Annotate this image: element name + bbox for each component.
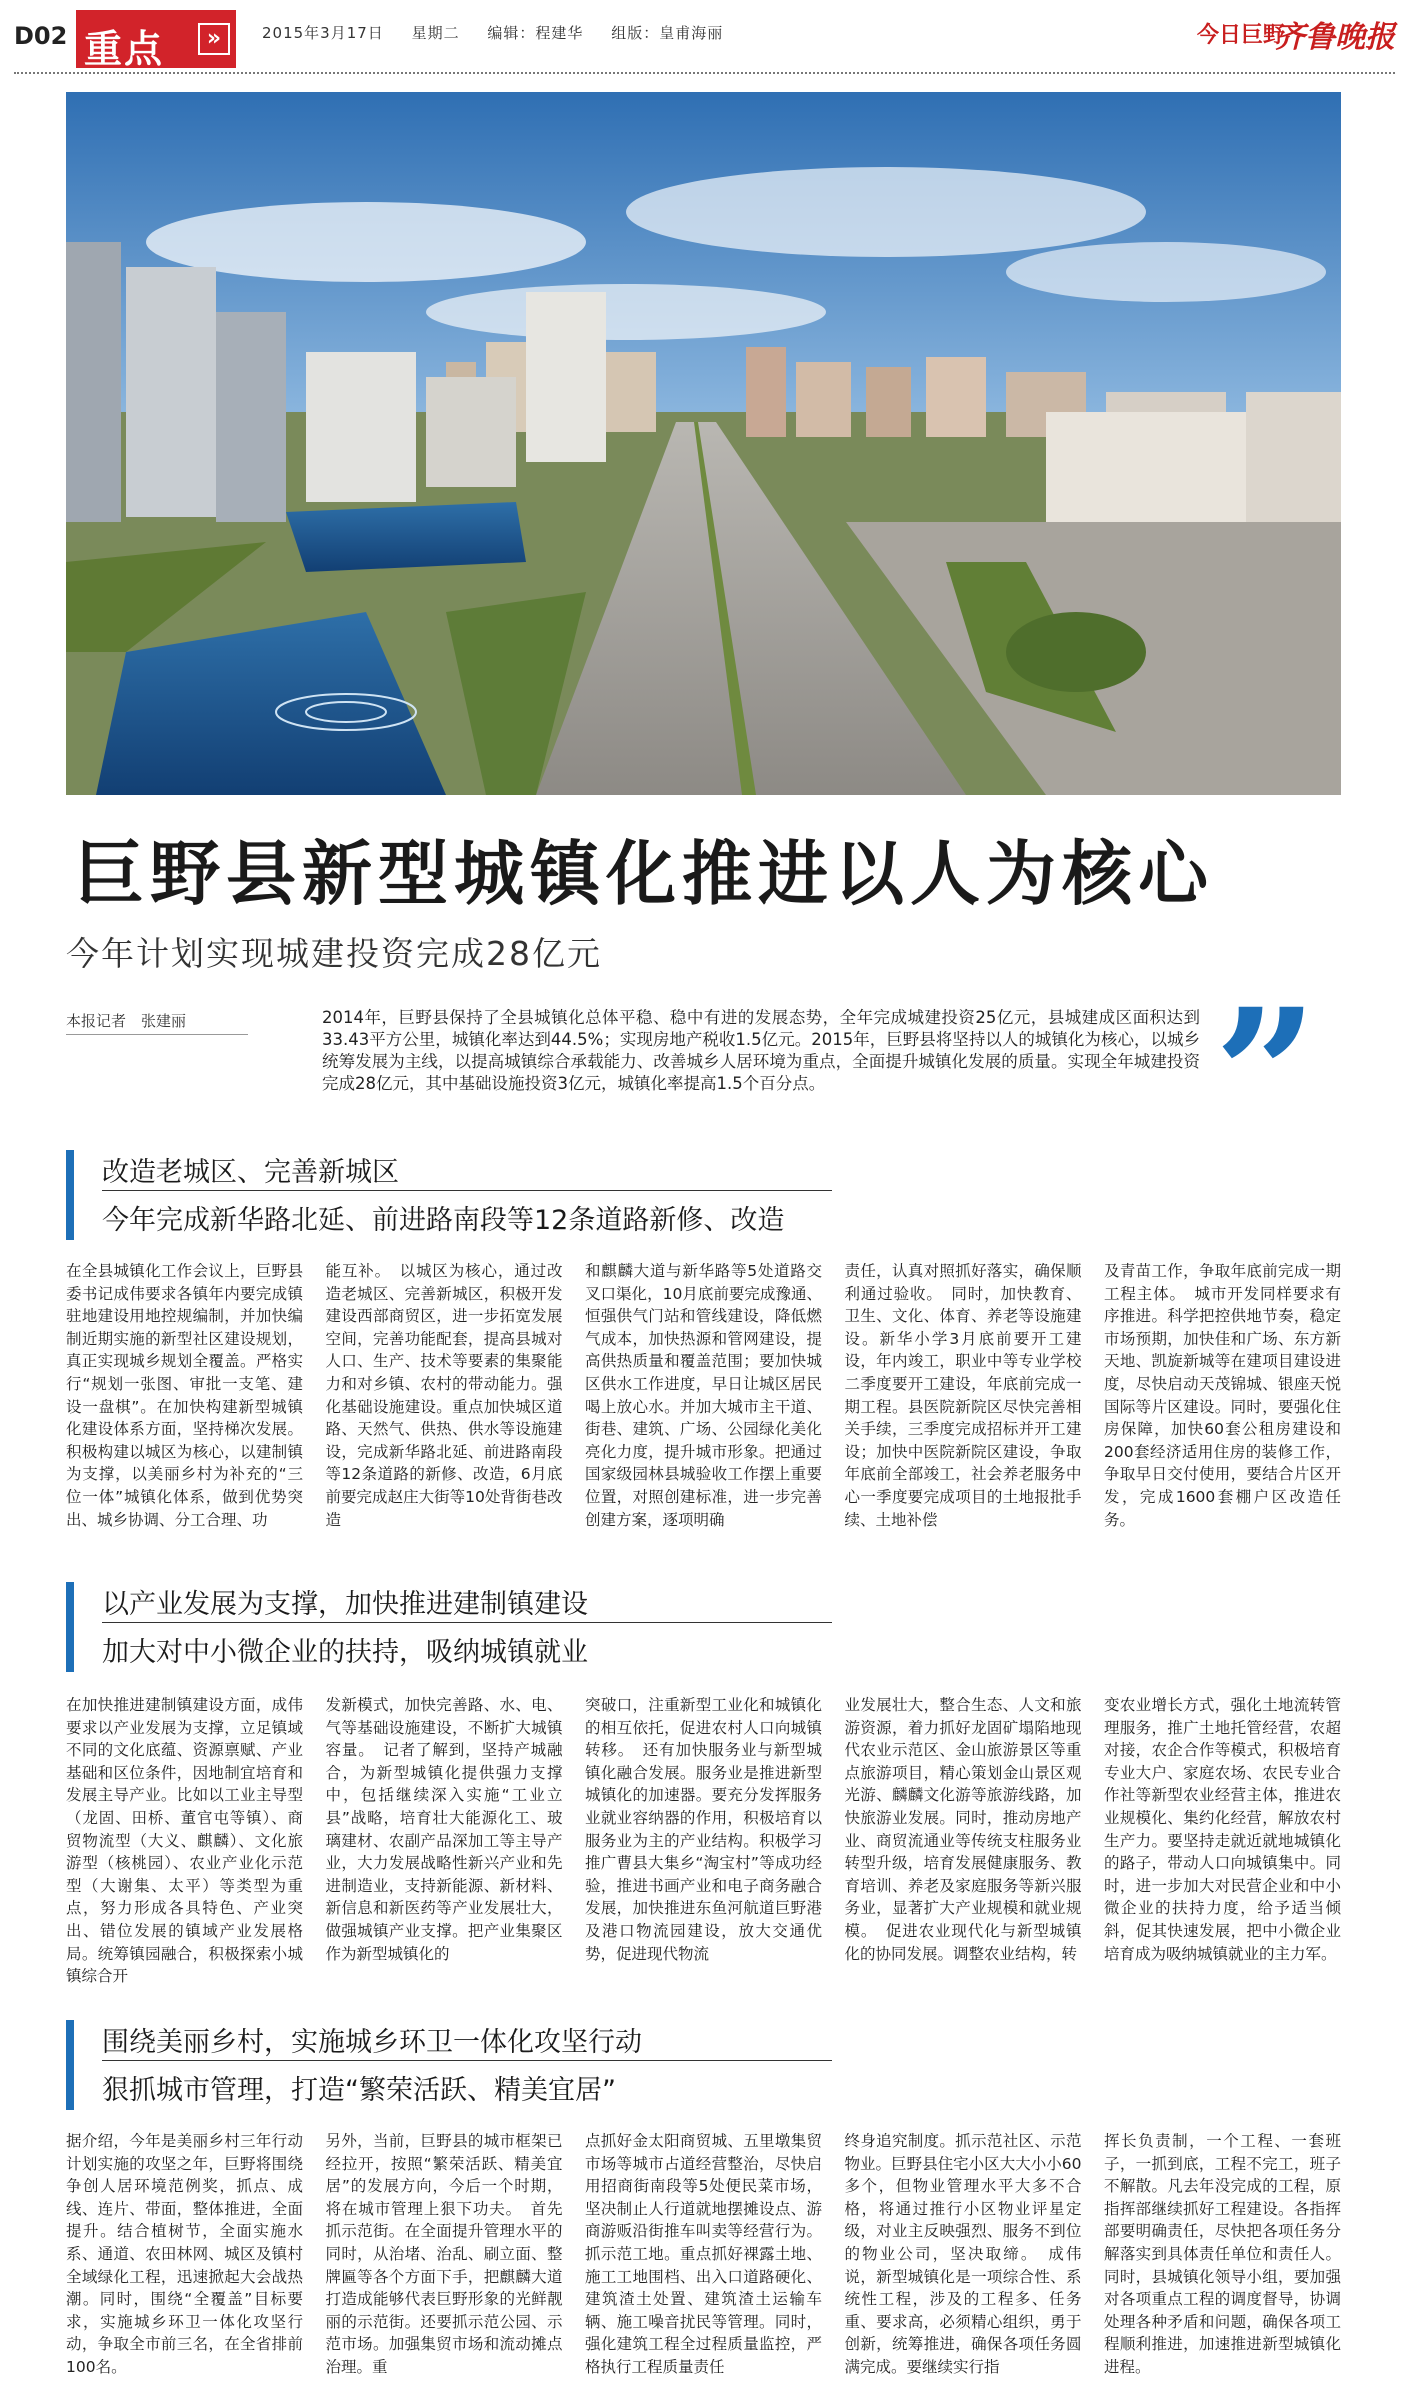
section-2-subtitle: 加大对中小微企业的扶持，吸纳城镇就业: [102, 1637, 588, 1668]
section-1-column-1: 在全县城镇化工作会议上，巨野县委书记成伟要求各镇年内要完成镇驻地建设用地控规编制，并加快编制近期实施的新型社区建设规划，真正实现城乡规划全覆盖。严格实行“规划一张图、审批一支笔、建设一盘棋”。在加快构建新型城镇化建设体系方面，坚持梯次发展。积极构建以城区为核心，以建制镇为支撑，以美丽乡村为补充的“三位一体”城镇化体系，做到优势突出、城乡协调、分工合理、功: [66, 1262, 303, 1529]
section-1-column-3: 和麒麟大道与新华路等5处道路交叉口渠化，10月底前要完成豫通、恒强供气门站和管线建设，降低燃气成本，加快热源和管网建设，提高供热质量和覆盖范围；要加快城区供水工作进度，早日让城区居民喝上放心水。并加大城市主干道、街巷、建筑、广场、公园绿化美化亮化力度，提升城市形象。把通过国家级园林县城验收工作摆上重要位置，对照创建标准，进一步完善创建方案，逐项明确: [585, 1262, 822, 1529]
editor-credit: 编辑：程建华: [487, 24, 584, 42]
section-1-column-5: 及青苗工作，争取年底前完成一期工程主体。 城市开发同样要求有序推进。科学把控供地节奏，稳定市场预期，加快佳和广场、东方新天地、凯旋新城等在建项目建设进度，尽快启动天茂锦城、银座天悦国际等片区建设。同时，要强化住房保障，加快60套公租房建设和200套经济适用住房的装修工作，争取早日交付使用，要结合片区开发，完成1600套棚户区改造任务。: [1104, 1262, 1341, 1529]
section-2-column-2: 发新模式，加快完善路、水、电、气等基础设施建设，不断扩大城镇容量。 记者了解到，坚持产城融合，为新型城镇化提供强力支撑中，包括继续深入实施“工业立县”战略，培育壮大能源化工、玻璃建材、农副产品深加工等主导产业，大力发展战略性新兴产业和先进制造业，支持新能源、新材料、新信息和新医药等产业发展壮大，做强城镇产业支撑。把产业集聚区作为新型城镇化的: [325, 1696, 563, 1963]
section-2-column-3: 突破口，注重新型工业化和城镇化的相互依托，促进农村人口向城镇转移。 还有加快服务业与新型城镇化融合发展。服务业是推进新型城镇化的加速器。要充分发挥服务业就业容纳器的作用，积极培育以服务业为主的产业结构。积极学习推广曹县大集乡“淘宝村”等成功经验，推进书画产业和电子商务融合发展，加快推进东鱼河航道巨野港及港口物流园建设，放大交通优势，促进现代物流: [585, 1696, 822, 1963]
section-1-body: [66, 1260, 1341, 1556]
section-3-column-4: 终身追究制度。抓示范社区、示范物业。巨野县住宅小区大大小小60多个，但物业管理水平大多不合格，将通过推行小区物业评星定级，对业主反映强烈、服务不到位的物业公司，坚决取缔。 成伟说，新型城镇化是一项综合性、系统性工程，涉及的工程多、任务重、要求高，必须精心组织，勇于创新，统筹推进，确保各项任务圆满完成。要继续实行指: [844, 2132, 1082, 2376]
section-3-body: [66, 2130, 1341, 2378]
newspaper-logo: 齐鲁晚报: [1275, 20, 1395, 55]
section-1-title: 改造老城区、完善新城区: [102, 1157, 399, 1188]
city-aerial-photo: [66, 92, 1341, 795]
section-1-rule: [102, 1190, 832, 1191]
section-3-title: 围绕美丽乡村，实施城乡环卫一体化攻坚行动: [102, 2027, 642, 2058]
section-2-column-5: 变农业增长方式，强化土地流转管理服务，推广土地托管经营，农超对接，农企合作等模式，积极培育专业大户、家庭农场、农民专业合作社等新型农业经营主体，推进农业规模化、集约化经营，解放农村生产力。要坚持走就近就地城镇化的路子，带动人口向城镇集中。同时，进一步加大对民营企业和中小微企业的扶持力度，给予适当倾斜，促其快速发展，把中小微企业培育成为吸纳城镇就业的主力军。: [1104, 1696, 1341, 1963]
article-byline: 本报记者 张建丽: [66, 1012, 187, 1030]
section-2-rule: [102, 1622, 832, 1623]
section-1-bar: [66, 1150, 74, 1240]
article-headline: 巨野县新型城镇化推进以人为核心: [74, 833, 1214, 915]
column-brand: 今日巨野: [1196, 23, 1285, 48]
double-chevron-icon: »: [198, 23, 230, 55]
article-lead: 2014年，巨野县保持了全县城镇化总体平稳、稳中有进的发展态势，全年完成城建投资25亿元，县城建成区面积达到33.43平方公里，城镇化率达到44.5%；实现房地产税收1.5亿元。2015年，巨野县将坚持以人的城镇化为核心，以城乡统筹发展为主线，以提高城镇综合承载能力、改善城乡人居环境为重点，全面提升城镇化发展的质量。实现全年城建投资完成28亿元，其中基础设施投资3亿元，城镇化率提高1.5个百分点。: [322, 1008, 1200, 1093]
section-1-header: [66, 1150, 841, 1250]
byline-divider: [66, 1034, 248, 1035]
section-2-column-1: 在加快推进建制镇建设方面，成伟要求以产业发展为支撑，立足镇域不同的文化底蕴、资源禀赋、产业基础和区位条件，因地制宜培育和发展主导产业。比如以工业主导型（龙固、田桥、董官屯等镇）、商贸物流型（大义、麒麟）、文化旅游型（核桃园）、农业产业化示范型（大谢集、太平）等类型为重点，努力形成各具特色、产业突出、错位发展的镇域产业发展格局。统筹镇园融合，积极探索小城镇综合开: [66, 1696, 303, 1986]
issue-weekday: 星期二: [411, 24, 460, 42]
header-divider: [14, 72, 1395, 74]
issue-date: 2015年3月17日: [262, 24, 384, 42]
section-1-subtitle: 今年完成新华路北延、前进路南段等12条道路新修、改造: [102, 1205, 785, 1236]
section-2-title: 以产业发展为支撑，加快推进建制镇建设: [102, 1589, 588, 1620]
section-2-body: [66, 1694, 1341, 2010]
section-3-rule: [102, 2060, 832, 2061]
section-2-column-4: 业发展壮大，整合生态、人文和旅游资源，着力抓好龙固矿塌陷地现代农业示范区、金山旅游景区等重点旅游项目，精心策划金山景区观光游、麟麟文化游等旅游线路，加快旅游业发展。同时，推动房地产业、商贸流通业等传统支柱服务业转型升级，培育发展健康服务、教育培训、养老及家庭服务等新兴服务业，显著扩大产业规模和就业规模。 促进农业现代化与新型城镇化的协同发展。调整农业结构，转: [844, 1696, 1082, 1963]
section-1-column-2: 能互补。 以城区为核心，通过改造老城区、完善新城区，积极开发建设西部商贸区，进一步拓宽发展空间，完善功能配套，提高县城对人口、生产、技术等要素的集聚能力和对乡镇、农村的带动能力。强化基础设施建设。重点加快城区道路、天然气、供热、供水等设施建设，完成新华路北延、前进路南段等12条道路的新修、改造，6月底前要完成赵庄大街等10处背街巷改造: [325, 1262, 563, 1529]
section-3-subtitle: 狠抓城市管理，打造“繁荣活跃、精美宜居”: [102, 2075, 616, 2106]
city-photo-illustration: [66, 92, 1341, 795]
issue-meta: [262, 22, 745, 43]
section-3-bar: [66, 2020, 74, 2110]
page-header: [0, 0, 1409, 70]
section-2-bar: [66, 1582, 74, 1672]
section-3-column-3: 点抓好金太阳商贸城、五里墩集贸市场等城市占道经营整治，尽快启用招商街南段等5处便民菜市场，坚决制止人行道就地摆摊设点、游商游贩沿街推车叫卖等经营行为。抓示范工地。重点抓好裸露土地、施工工地围档、出入口道路硬化、建筑渣土处置、建筑渣土运输车辆、施工噪音扰民等管理。同时，强化建筑工程全过程质量监控，严格执行工程质量责任: [585, 2132, 822, 2376]
layout-credit: 组版：皇甫海丽: [611, 24, 724, 42]
article-subheadline: 今年计划实现城建投资完成28亿元: [66, 934, 602, 973]
section-1-column-4: 责任，认真对照抓好落实，确保顺利通过验收。 同时，加快教育、卫生、文化、体育、养老等设施建设。新华小学3月底前要开工建设，年内竣工，职业中等专业学校二季度要开工建设，年底前完成一期工程。县医院新院区尽快完善相关手续，三季度完成招标并开工建设；加快中医院新院区建设，争取年底前全部竣工，社会养老服务中心一季度要完成项目的土地报批手续、土地补偿: [844, 1262, 1082, 1529]
section-tag: [76, 10, 236, 71]
section-label: 重点: [84, 27, 165, 71]
quote-mark-icon: ”: [1214, 970, 1318, 1181]
section-3-column-2: 另外，当前，巨野县的城市框架已经拉开，按照“繁荣活跃、精美宜居”的发展方向，今后一个时期，将在城市管理上狠下功夫。 首先抓示范街。在全面提升管理水平的同时，从治堵、治乱、刷立面、整牌匾等各个方面下手，把麒麟大道打造成能够代表巨野形象的光鲜靓丽的示范街。还要抓示范公园、示范市场。加强集贸市场和流动摊点治理。重: [325, 2132, 563, 2376]
section-3-column-1: 据介绍，今年是美丽乡村三年行动计划实施的攻坚之年，巨野将围绕争创人居环境范例奖，抓点、成线、连片、带面，整体推进，全面提升。结合植树节，全面实施水系、通道、农田林网、城区及镇村全域绿化工程，迅速掀起大会战热潮。同时，围绕“全覆盖”目标要求，实施城乡环卫一体化攻坚行动，争取全市前三名，在全省排前100名。: [66, 2132, 303, 2376]
section-2-header: [66, 1582, 841, 1682]
section-3-column-5: 挥长负责制，一个工程、一套班子，一抓到底，工程不完工，班子不解散。凡去年没完成的工程，原指挥部继续抓好工程建设。各指挥部要明确责任，尽快把各项任务分解落实到具体责任单位和责任人。同时，县城镇化领导小组，要加强对各项重点工程的调度督导，协调处理各种矛盾和问题，确保各项工程顺利推进，加速推进新型城镇化进程。: [1104, 2132, 1341, 2376]
section-3-header: [66, 2020, 841, 2120]
page-number: D02: [14, 22, 68, 50]
